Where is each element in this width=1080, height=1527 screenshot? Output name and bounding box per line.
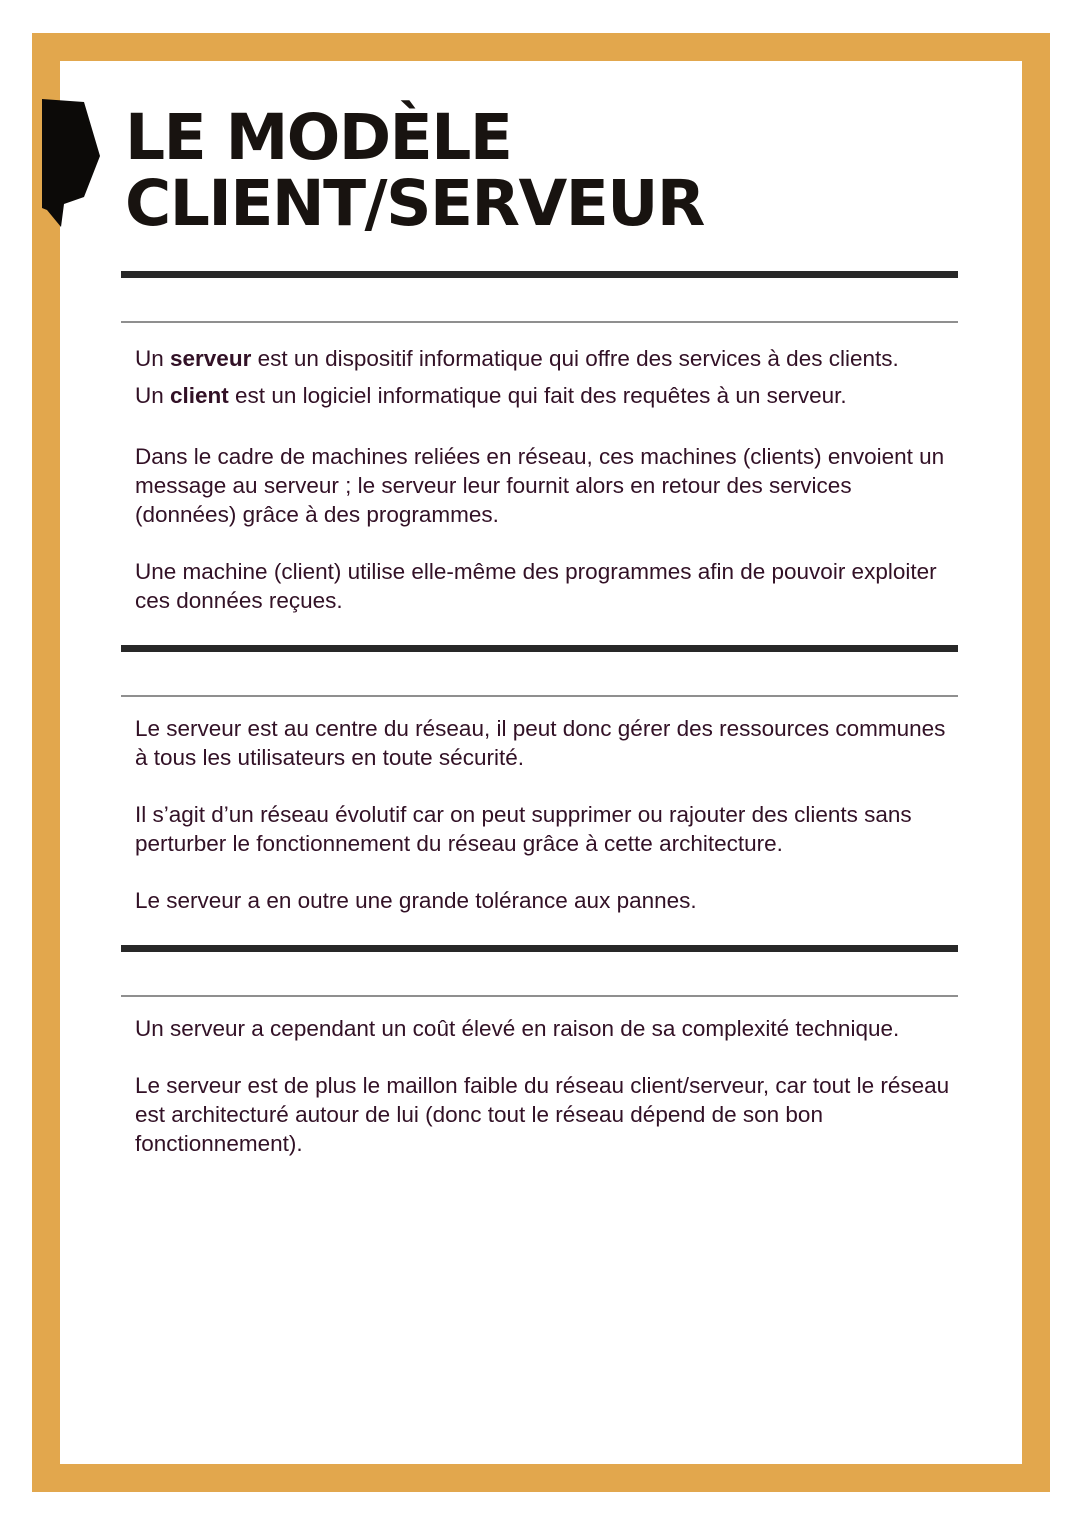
- paragraph: [121, 377, 958, 414]
- paragraph: [121, 1014, 958, 1043]
- section: [121, 945, 958, 1158]
- section-divider-thick: [121, 271, 958, 278]
- section-divider-thin: [121, 321, 958, 323]
- paragraph-text: Le serveur a en outre une grande tolérance aux pannes.: [135, 888, 697, 913]
- paragraph: [121, 557, 958, 615]
- sections-container: [121, 271, 958, 1158]
- paragraph-text: est un dispositif informatique qui offre des services à des clients.: [251, 346, 899, 371]
- page-title: [125, 101, 958, 240]
- section: [121, 271, 958, 615]
- paragraph-text: Le serveur est au centre du réseau, il peut donc gérer des ressources communes à tous les utilisateurs en toute sécurité.: [135, 716, 946, 770]
- paragraph-text: Une machine (client) utilise elle-même des programmes afin de pouvoir exploiter ces données reçues.: [135, 559, 937, 613]
- paragraph-text: Dans le cadre de machines reliées en réseau, ces machines (clients) envoient un message au serveur ; le serveur leur fournit alors en retour des services (données) grâce à des programmes.: [135, 444, 945, 527]
- section: [121, 645, 958, 915]
- paragraph: [121, 442, 958, 529]
- paragraph: [121, 714, 958, 772]
- bookmark-icon: [40, 94, 102, 232]
- paragraph-text: Le serveur est de plus le maillon faible du réseau client/serveur, car tout le réseau est architecturé autour de lui (donc tout le réseau dépend de son bon fonctionnement).: [135, 1073, 950, 1156]
- section-divider-thin: [121, 995, 958, 997]
- paragraph: [121, 886, 958, 915]
- paragraph-text: Un: [135, 346, 171, 371]
- paragraph: [121, 340, 958, 377]
- paragraph: [121, 800, 958, 858]
- paragraph-text: Un: [135, 383, 171, 408]
- paragraph-text: Il s’agit d’un réseau évolutif car on peut supprimer ou rajouter des clients sans perturber le fonctionnement du réseau grâce à cette architecture.: [135, 802, 912, 856]
- paragraph-bold-term: serveur: [170, 346, 252, 371]
- paragraph-text: Un serveur a cependant un coût élevé en raison de sa complexité technique.: [135, 1016, 900, 1041]
- paragraph-text: est un logiciel informatique qui fait des requêtes à un serveur.: [228, 383, 847, 408]
- page-title-line1: LE MODÈLE: [125, 101, 512, 174]
- paragraph: [121, 1071, 958, 1158]
- section-divider-thin: [121, 695, 958, 697]
- section-divider-thick: [121, 945, 958, 952]
- section-divider-thick: [121, 645, 958, 652]
- paragraph-bold-term: client: [170, 383, 229, 408]
- page-title-line2: CLIENT/SERVEUR: [125, 167, 704, 240]
- page-frame: [32, 33, 1050, 1492]
- page-content: [60, 101, 1022, 1158]
